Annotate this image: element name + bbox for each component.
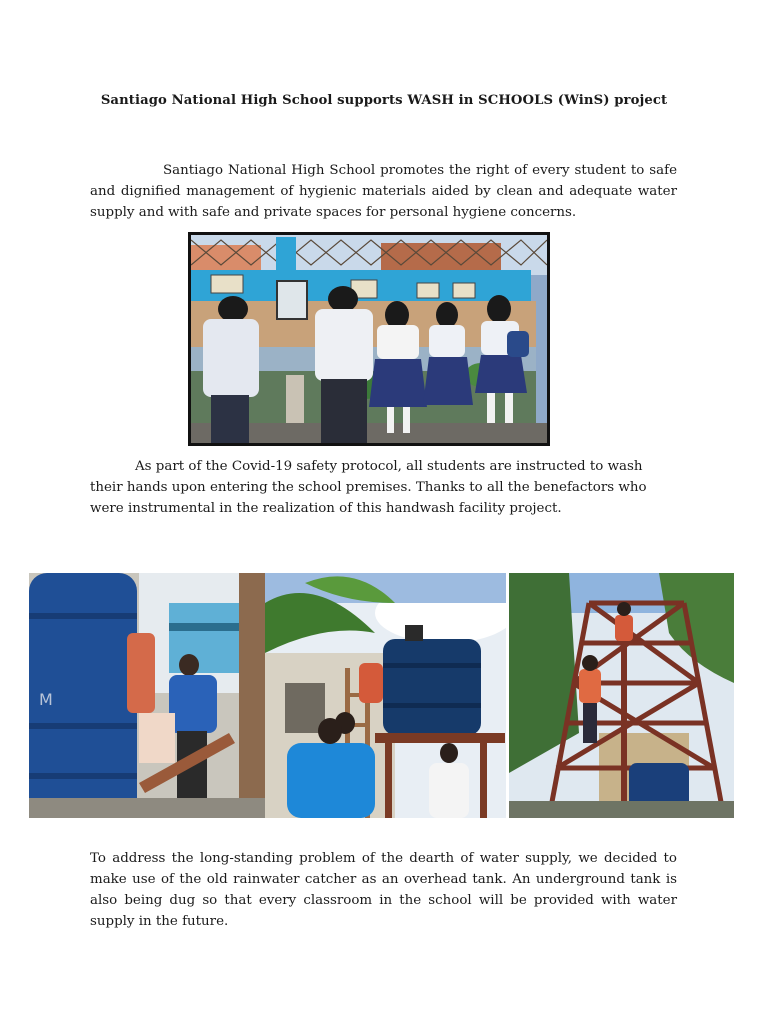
svg-text:M: M	[39, 690, 53, 709]
document-title: Santiago National High School supports WASH in SCHOOLS (WinS) project	[100, 93, 668, 108]
blue-drum-work-photo	[29, 573, 266, 818]
overhead-tank-photo	[265, 573, 506, 818]
intro-paragraph: Santiago National High School promotes the right of every student to safe and dignified management of hygienic materials aided by clean and adequate water supply and with safe and private spaces for personal hygiene concerns.	[90, 163, 677, 220]
water-supply-paragraph: To address the long-standing problem of the dearth of water supply, we decided to make use of the old rainwater catcher as an overhead tank. An underground tank is also being dug so that every classroom in the school will be provided with water supply in the future.	[90, 851, 677, 929]
water-tower-frame-photo	[509, 573, 734, 818]
safety-protocol-paragraph: As part of the Covid-19 safety protocol, all students are instructed to wash their hands upon entering the school premises. Thanks to all the benefactors who were instrumental in the realization of this handwash facility project.	[90, 459, 647, 516]
handwash-facility-photo	[188, 232, 550, 446]
